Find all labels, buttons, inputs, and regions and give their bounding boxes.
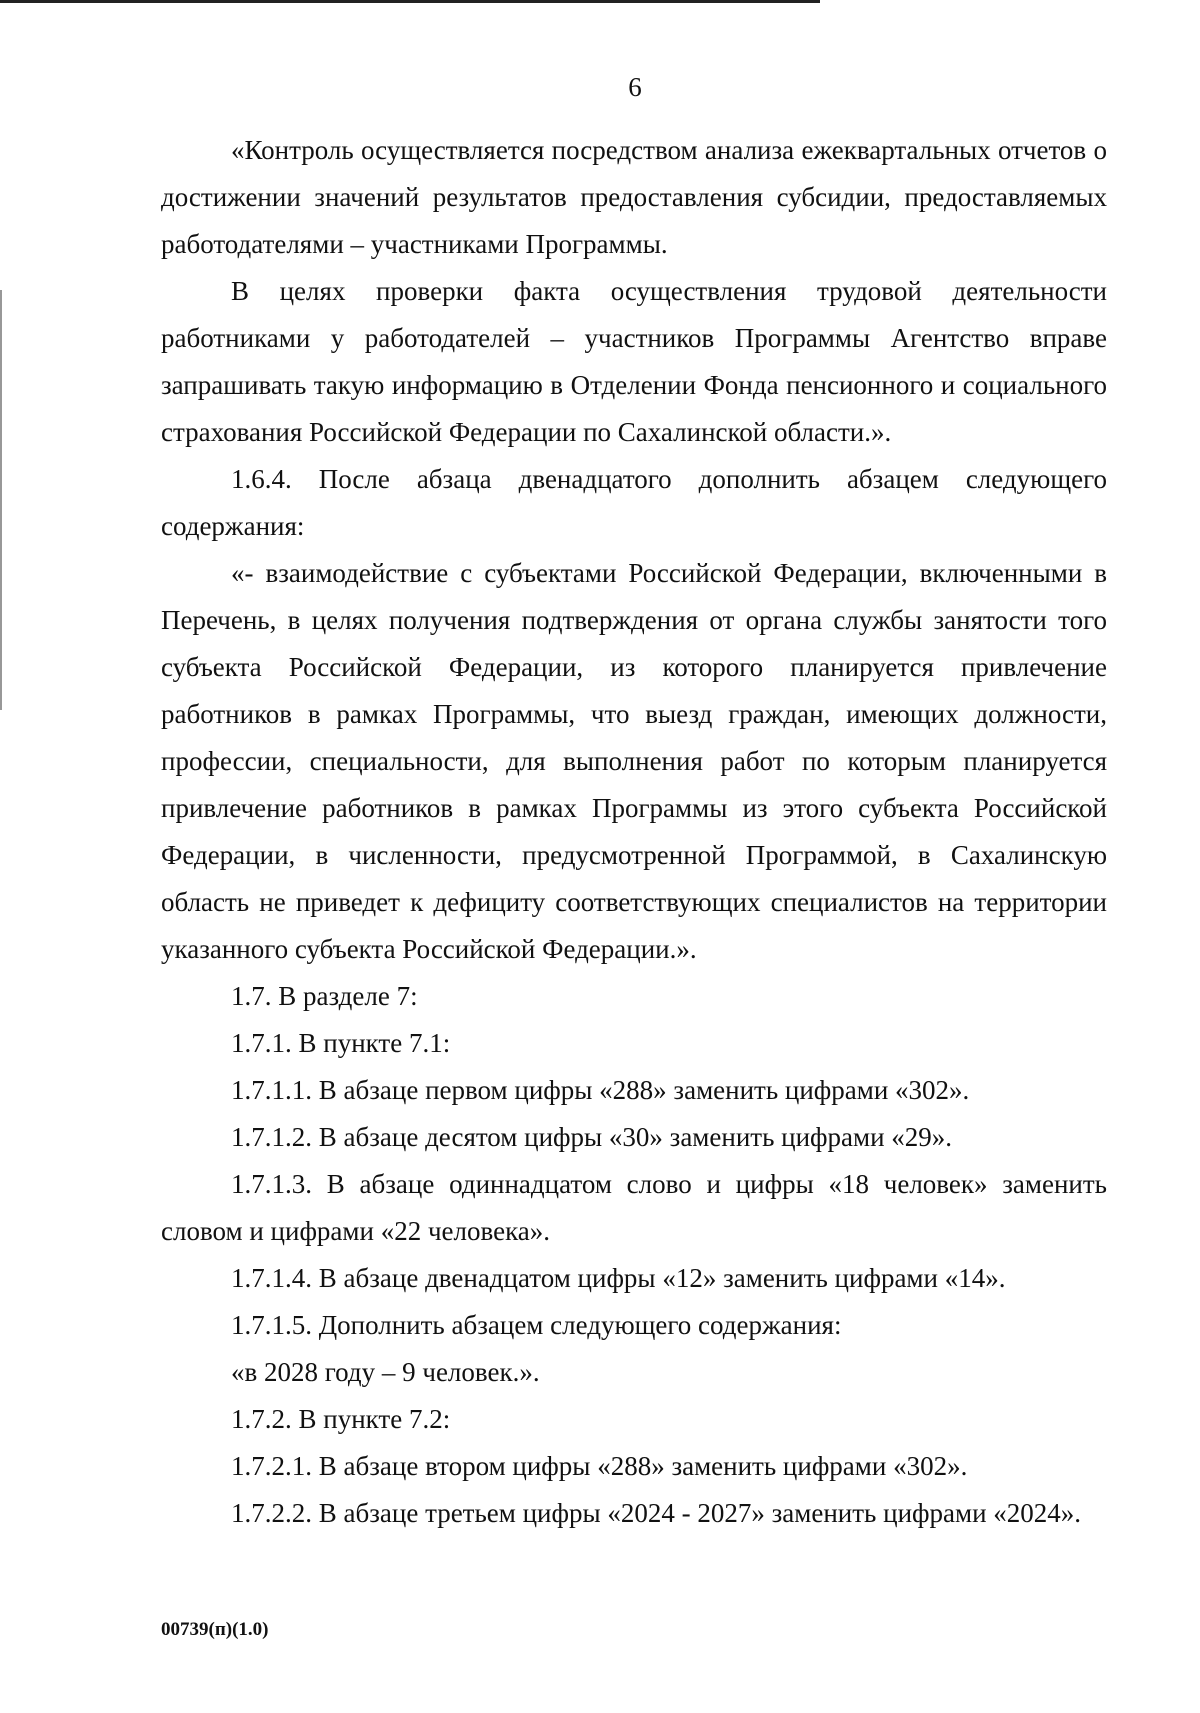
- document-body: [161, 127, 1107, 1537]
- paragraph: 1.7.2.1. В абзаце втором цифры «288» заменить цифрами «302».: [231, 1451, 968, 1481]
- paragraph: 1.7.2.2. В абзаце третьем цифры «2024 - 2027» заменить цифрами «2024».: [231, 1498, 1082, 1528]
- paragraph: 1.7.1.5. Дополнить абзацем следующего содержания:: [231, 1310, 842, 1340]
- paragraph: 1.7.1.4. В абзаце двенадцатом цифры «12» заменить цифрами «14».: [231, 1263, 1006, 1293]
- paragraph: «в 2028 году – 9 человек.».: [231, 1357, 540, 1387]
- paragraph: 1.7.2. В пункте 7.2:: [231, 1404, 451, 1434]
- paragraph: 1.7.1.3. В абзаце одиннадцатом слово и цифры «18 человек» заменить словом и цифрами «22 человека».: [161, 1169, 1107, 1246]
- paragraph: 1.7.1.1. В абзаце первом цифры «288» заменить цифрами «302».: [231, 1075, 970, 1105]
- paragraph: 1.6.4. После абзаца двенадцатого дополнить абзацем следующего содержания:: [161, 464, 1107, 541]
- top-border-line: [0, 0, 820, 3]
- paragraph: В целях проверки факта осуществления трудовой деятельности работниками у работодателей – участников Программы Агентство вправе запрашивать такую информацию в Отделении Фонда пенсионного и социального страхования Российской Федерации по Сахалинской области.».: [161, 276, 1107, 447]
- document-code: 00739(п)(1.0): [161, 1619, 269, 1640]
- left-margin-scan-line: [0, 290, 2, 710]
- paragraph: 1.7. В разделе 7:: [231, 981, 418, 1011]
- paragraph: 1.7.1. В пункте 7.1:: [231, 1028, 451, 1058]
- paragraph: 1.7.1.2. В абзаце десятом цифры «30» заменить цифрами «29».: [231, 1122, 953, 1152]
- paragraph: «Контроль осуществляется посредством анализа ежеквартальных отчетов о достижении значений результатов предоставления субсидии, предоставляемых работодателями – участниками Программы.: [161, 135, 1107, 259]
- paragraph: «- взаимодействие с субъектами Российской Федерации, включенными в Перечень, в целях получения подтверждения от органа службы занятости того субъекта Российской Федерации, из которого планируется привлечение работников в рамках Программы, что выезд граждан, имеющих должности, профессии, специальности, для выполнения работ по которым планируется привлечение работников в рамках Программы из этого субъекта Российской Федерации, в численности, предусмотренной Программой, в Сахалинскую область не приведет к дефициту соответствующих специалистов на территории указанного субъекта Российской Федерации.».: [161, 558, 1107, 964]
- page-number: 6: [628, 72, 642, 102]
